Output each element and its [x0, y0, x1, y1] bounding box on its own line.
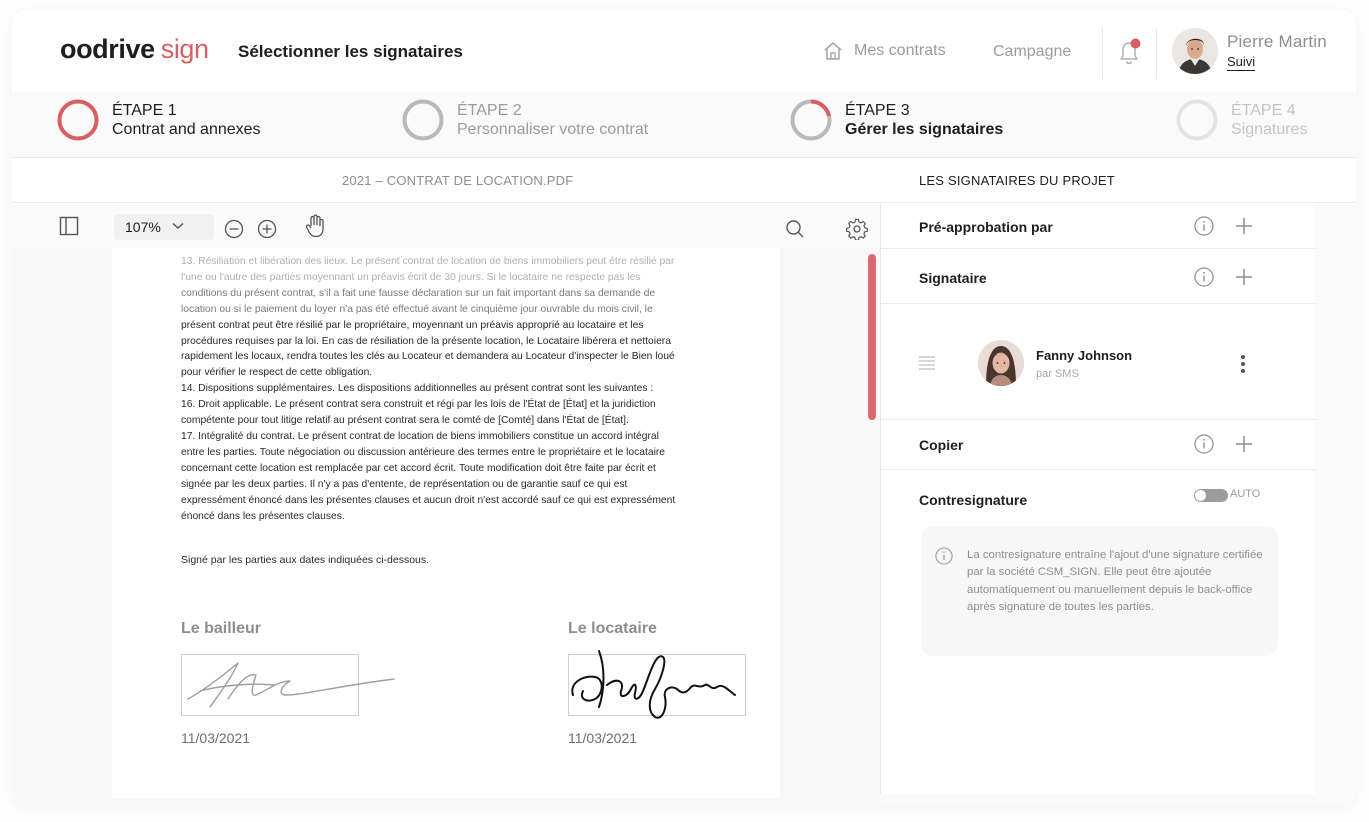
countersign-auto-toggle[interactable]	[1194, 489, 1228, 502]
settings-gear-icon[interactable]	[846, 218, 868, 240]
pre-approval-section	[881, 204, 1316, 249]
home-icon	[822, 40, 844, 62]
logo-prefix: oodrive	[60, 34, 155, 64]
signer-method: par SMS	[1036, 368, 1079, 380]
section-labels	[12, 159, 1356, 203]
step-number: ÉTAPE 3	[845, 102, 910, 119]
add-icon[interactable]	[1235, 217, 1253, 235]
document-line: compétente pour tout litige relatif au présent contrat sera le comté de [Comté] dans l'État de [État].	[181, 415, 629, 427]
drag-handle-icon[interactable]	[919, 356, 935, 370]
toggle-label: AUTO	[1230, 488, 1261, 500]
tenant-signature-image	[568, 654, 746, 716]
header-divider	[1102, 28, 1103, 78]
landlord-signature-image	[181, 654, 359, 716]
step-progress-bar	[12, 92, 1356, 158]
document-body	[181, 254, 711, 524]
document-line: concernant cette location est remplacée par cet accord écrit. Toute modification doit être faite par écrit et	[181, 462, 656, 474]
signers-panel-heading: LES SIGNATAIRES DU PROJET	[919, 173, 1115, 188]
document-line: entre les parties. Toute négociation ou discussion antérieure des termes entre le propriétaire et le locataire	[181, 446, 666, 458]
oodrive-sign-logo[interactable]	[60, 34, 209, 65]
info-icon[interactable]	[1194, 216, 1214, 236]
signer-avatar	[978, 340, 1024, 386]
document-line: conditions du présent contrat, s'il a fait une fausse déclaration sur un fait important dans sa demande de	[181, 287, 656, 299]
zoom-value: 107%	[125, 219, 161, 235]
logo-suffix: sign	[160, 34, 209, 64]
tenant-signature-block	[568, 620, 657, 746]
document-page	[112, 248, 780, 798]
viewer-toolbar	[12, 204, 880, 248]
copy-section	[881, 420, 1316, 470]
step-number: ÉTAPE 1	[112, 102, 177, 119]
document-line: procédures requises par la loi. En cas de résiliation de la présente location, le Locataire libérera et nettoiera	[181, 335, 671, 347]
document-viewer	[12, 204, 880, 805]
step-ring-icon	[56, 98, 100, 142]
signer-name: Fanny Johnson	[1036, 348, 1133, 363]
document-line: l'une ou l'autre des parties moyennant un préavis écrit de 30 jours. Si le locataire ne respecte pas les	[181, 271, 641, 283]
document-line: 13. Résiliation et libération des lieux. Le présent contrat de location de biens immobiliers peut être résilié par	[181, 256, 675, 267]
document-line: 16. Droit applicable. Le présent contrat sera construit et régi par les lois de l'État de [État] et la juridiction	[181, 399, 656, 411]
step-number: ÉTAPE 2	[457, 102, 522, 119]
document-line: 14. Dispositions supplémentaires. Les dispositions additionnelles au présent contrat sont les suivantes :	[181, 383, 654, 395]
user-avatar[interactable]	[1172, 28, 1218, 74]
info-icon[interactable]	[1194, 434, 1214, 454]
document-scrollbar[interactable]	[868, 254, 876, 420]
landlord-signature-block	[181, 620, 262, 746]
document-line: rapidement les locaux, rendra toutes les clés au Locateur et demandera au Locateur d'inspecter le Bien loué	[181, 351, 675, 363]
signer-section	[881, 249, 1316, 304]
section-title: Signataire	[919, 270, 987, 286]
add-icon[interactable]	[1235, 268, 1253, 286]
more-options-icon[interactable]	[1239, 354, 1247, 374]
signature-date: 11/03/2021	[181, 730, 251, 746]
nav-campaign[interactable]: Campagne	[993, 43, 1072, 60]
step-ring-icon	[1175, 98, 1219, 142]
step-3[interactable]	[789, 98, 1003, 142]
countersign-title: Contresignature	[919, 492, 1028, 508]
zoom-out-icon[interactable]	[224, 219, 244, 239]
search-icon[interactable]	[785, 219, 805, 239]
nav-my-contracts-label: Mes contrats	[854, 42, 946, 59]
document-line: énoncé dans les présentes clauses.	[181, 510, 345, 522]
user-status-link[interactable]: Suivi	[1227, 54, 1256, 69]
countersign-info-note	[921, 526, 1278, 656]
chevron-down-icon	[172, 222, 184, 230]
step-1[interactable]	[56, 98, 261, 142]
step-number: ÉTAPE 4	[1231, 102, 1296, 119]
notification-bell-icon[interactable]	[1116, 36, 1142, 66]
top-header	[12, 10, 1356, 92]
app-window	[12, 10, 1356, 805]
step-2[interactable]	[401, 98, 648, 142]
signers-panel-area	[880, 204, 1356, 805]
document-line: pour vérifier le respect de cette obligation.	[181, 367, 373, 379]
header-divider	[1156, 28, 1157, 78]
document-line: expressément énoncé dans les présentes clauses et aucun droit n'est accordé sauf ce qui est expressément	[181, 494, 676, 506]
info-icon[interactable]	[1194, 267, 1214, 287]
countersign-note-text: La contresignature entraîne l'ajout d'une signature certifiée par la société CSM_SIGN. Elle peut être ajoutée automatiquement ou manuellement depuis le back-office après signature de toutes les parties.	[967, 549, 1263, 613]
document-line: présent contrat peut être résilié par le propriétaire, moyennant un préavis approprié au locataire et les	[181, 319, 644, 331]
signature-role: Le bailleur	[181, 620, 262, 637]
pan-hand-icon[interactable]	[305, 214, 325, 238]
nav-my-contracts[interactable]	[822, 40, 946, 62]
section-title: Pré-approbation par	[919, 219, 1053, 235]
step-ring-icon	[789, 98, 833, 142]
document-line: location ou si le paiement du loyer n'a pas été effectué avant le cinquième jour ouvrable du mois civil, le	[181, 303, 653, 315]
signature-role: Le locataire	[568, 620, 657, 637]
user-name[interactable]: Pierre Martin	[1227, 32, 1327, 51]
document-line: signée par les deux parties. Il n'y a pas d'entente, de représentation ou de garantie sauf ce qui est	[181, 478, 628, 490]
document-file-name: 2021 – CONTRAT DE LOCATION.PDF	[342, 173, 574, 188]
page-title: Sélectionner les signataires	[238, 42, 463, 61]
step-ring-icon	[401, 98, 445, 142]
signed-by-line: Signé par les parties aux dates indiquées ci-dessous.	[181, 554, 430, 566]
add-icon[interactable]	[1235, 435, 1253, 453]
signers-panel	[880, 204, 1315, 794]
section-title: Copier	[919, 437, 964, 453]
signer-row[interactable]	[881, 304, 1316, 420]
signature-date: 11/03/2021	[568, 730, 638, 746]
step-name: Personnaliser votre contrat	[457, 121, 649, 138]
step-name: Contrat and annexes	[112, 121, 261, 138]
zoom-select[interactable]	[114, 214, 214, 240]
toggle-knob	[1195, 490, 1206, 501]
sidebar-toggle-icon[interactable]	[59, 216, 79, 236]
step-4[interactable]	[1175, 98, 1308, 142]
info-icon	[935, 547, 953, 565]
zoom-in-icon[interactable]	[257, 219, 277, 239]
step-name: Signatures	[1231, 121, 1308, 138]
document-line: 17. Intégralité du contrat. Le présent contrat de location de biens immobiliers constitue un accord intégral	[181, 430, 659, 442]
step-name: Gérer les signataires	[845, 121, 1004, 138]
